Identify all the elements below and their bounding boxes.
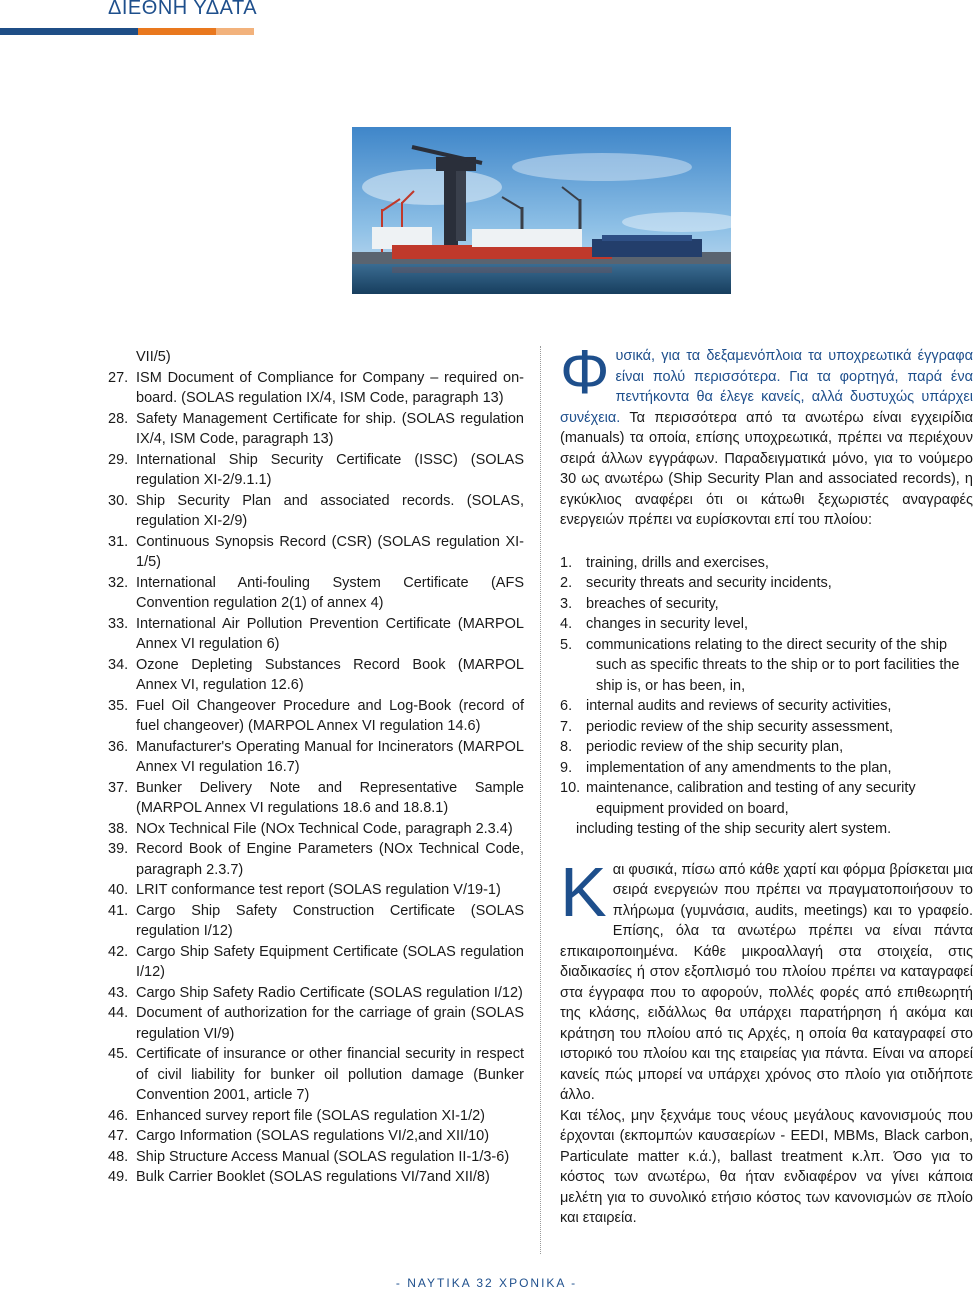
- list-item: [560, 553, 973, 574]
- item-number: 40.: [108, 882, 129, 898]
- list-item: [108, 1044, 524, 1106]
- item-number: 34.: [108, 656, 129, 673]
- list-item: [108, 1003, 524, 1044]
- item-text: Continuous Synopsis Record (CSR) (SOLAS regulation XI-1/5): [136, 533, 524, 570]
- item-number: 31.: [108, 533, 129, 550]
- item-text: Cargo Information (SOLAS regulations VI/2,and XII/10): [136, 1128, 490, 1144]
- list-tail: including testing of the ship security alert system.: [576, 821, 892, 837]
- item-number: 47.: [108, 1128, 129, 1144]
- header-bar-navy: [0, 28, 138, 35]
- item-text: ISM Document of Compliance for Company – required on-board. (SOLAS regulation IX/4, ISM Code, paragraph 13): [136, 369, 524, 406]
- list-item: [108, 696, 524, 737]
- list-item: [108, 1126, 524, 1147]
- list-item: [108, 655, 524, 696]
- intro-text: Τα περισσότερα από τα ανωτέρω είναι εγχειρίδια (manuals) τα οποία, επίσης υποχρεωτικά, πρέπει να περιέχουν σειρά άλλων εγγράφων. Παραδειγματικά μόνο, για το νούμερο 30 ως ανωτέρω (Ship Security Plan and associated records), η εγκύκλιος αναφέρει ότι οι κάτωθι ξεχωριστές αναγραφές ενεργειών πρέπει να ευρίσκονται επί του πλοίου:: [560, 409, 973, 528]
- drop-cap-2: Κ: [560, 852, 607, 931]
- list-item: [108, 573, 524, 614]
- item-number: 9.: [560, 759, 573, 776]
- item-text: internal audits and reviews of security activities,: [586, 698, 892, 714]
- item-text: Cargo Ship Safety Radio Certificate (SOLAS regulation I/12): [136, 984, 523, 1001]
- list-item: [108, 839, 524, 880]
- item-text: International Ship Security Certificate (ISSC) (SOLAS regulation XI-2/9.1.1): [136, 451, 524, 488]
- item-text: Enhanced survey report file (SOLAS regulation XI-1/2): [136, 1107, 485, 1124]
- list-item: [108, 1167, 524, 1188]
- list-item: [108, 450, 524, 491]
- list-item: [108, 491, 524, 532]
- item-text: NOx Technical File (NOx Technical Code, paragraph 2.3.4): [136, 820, 513, 837]
- item-text: Safety Management Certificate for ship. (SOLAS regulation IX/4, ISM Code, paragraph 13): [136, 410, 524, 447]
- item-text: Cargo Ship Safety Construction Certificate (SOLAS regulation I/12): [136, 902, 524, 939]
- list-item: [108, 778, 524, 819]
- item-text: Ship Security Plan and associated records. (SOLAS, regulation XI-2/9): [136, 492, 524, 529]
- item-number: 4.: [560, 616, 573, 632]
- list-continuation: VII/5): [136, 349, 171, 365]
- shipyard-photo: [352, 127, 731, 294]
- item-text: Ship Structure Access Manual (SOLAS regulation II-1/3-6): [136, 1148, 510, 1165]
- item-number: 44.: [108, 1005, 129, 1021]
- header-bar-peach: [216, 28, 254, 35]
- item-number: 3.: [560, 595, 573, 612]
- item-number: 39.: [108, 841, 129, 857]
- list-item: [108, 983, 524, 1004]
- item-text: communications relating to the direct security of the ship such as specific threats to the ship or to port facilities the ship is, or has been, in,: [586, 636, 960, 694]
- item-number: 45.: [108, 1046, 129, 1062]
- drop-cap: Φ: [560, 338, 610, 407]
- item-text: Bulk Carrier Booklet (SOLAS regulations VI/7and XII/8): [136, 1169, 490, 1185]
- list-item: [560, 717, 973, 738]
- item-text: implementation of any amendments to the plan,: [586, 759, 892, 776]
- list-item: [560, 696, 973, 717]
- list-item: [108, 942, 524, 983]
- item-number: 38.: [108, 820, 129, 837]
- item-text: Cargo Ship Safety Equipment Certificate (SOLAS regulation I/12): [136, 943, 524, 980]
- list-item: [108, 409, 524, 450]
- item-text: maintenance, calibration and testing of any security equipment provided on board,: [586, 780, 916, 817]
- list-item: [108, 614, 524, 655]
- item-number: 6.: [560, 698, 573, 714]
- item-number: 37.: [108, 779, 129, 796]
- item-text: Bunker Delivery Note and Representative Sample (MARPOL Annex VI regulations 18.6 and 18.8.1): [136, 779, 524, 816]
- item-text: security threats and security incidents,: [586, 575, 832, 591]
- item-number: 41.: [108, 902, 129, 919]
- list-item: [560, 737, 973, 758]
- item-number: 48.: [108, 1148, 129, 1165]
- header-bar-orange: [138, 28, 216, 35]
- list-item: [560, 778, 973, 819]
- column-divider: [540, 346, 541, 1254]
- list-item: [560, 573, 973, 594]
- item-text: Record Book of Engine Parameters (NOx Technical Code, paragraph 2.3.7): [136, 841, 524, 878]
- item-number: 49.: [108, 1169, 129, 1185]
- item-text: changes in security level,: [586, 616, 748, 632]
- list-item: [108, 880, 524, 901]
- item-number: 5.: [560, 636, 573, 653]
- item-number: 35.: [108, 697, 129, 714]
- closing-paragraph: Και τέλος, μην ξεχνάμε τους νέους μεγάλους κανονισμούς που έρχονται (εκπομπών καυσαερίων - EEDI, MBMs, Black carbon, Particulate matter κ.ά.), ballast treatment κ.λπ. Όσο για το κόστος των ανωτέρω, θα ήταν ενδιαφέρον να γίνει κάποια μελέτη για το συνολικό ετήσιο κόστος των κανονισμών σε πλοίο και εταιρεία.: [560, 1107, 973, 1226]
- list-item: [560, 635, 973, 697]
- item-number: 27.: [108, 369, 129, 386]
- item-text: International Air Pollution Prevention Certificate (MARPOL Annex VI regulation 6): [136, 615, 524, 652]
- item-text: Document of authorization for the carriage of grain (SOLAS regulation VI/9): [136, 1005, 524, 1042]
- list-item: [560, 614, 973, 635]
- list-item: [108, 737, 524, 778]
- list-item: [108, 901, 524, 942]
- intro-paragraph: [560, 338, 973, 531]
- item-number: 1.: [560, 554, 573, 571]
- list-item: [108, 368, 524, 409]
- item-number: 36.: [108, 738, 129, 755]
- item-text: periodic review of the ship security plan,: [586, 739, 844, 755]
- item-text: Fuel Oil Changeover Procedure and Log-Book (record of fuel changeover) (MARPOL Annex VI regulation 14.6): [136, 697, 524, 734]
- item-text: LRIT conformance test report (SOLAS regulation V/19-1): [136, 882, 501, 898]
- item-text: International Anti-fouling System Certificate (AFS Convention regulation 2(1) of annex 4): [136, 574, 524, 611]
- list-item: [108, 532, 524, 573]
- security-records-list: [560, 553, 973, 820]
- item-text: breaches of security,: [586, 595, 719, 612]
- item-number: 46.: [108, 1107, 129, 1124]
- section-title: ΔΙΕΘΝΗ ΥΔΑΤΑ: [108, 0, 258, 19]
- item-number: 7.: [560, 718, 573, 735]
- list-item: [108, 1106, 524, 1127]
- right-column: [560, 338, 973, 1229]
- item-number: 33.: [108, 615, 129, 632]
- list-item: [108, 1147, 524, 1168]
- item-text: Certificate of insurance or other financial security in respect of civil liability for bunker oil pollution damage (Bunker Convention 2001, article 7): [136, 1046, 524, 1103]
- list-item: [560, 594, 973, 615]
- item-number: 10.: [560, 780, 581, 796]
- item-text: periodic review of the ship security assessment,: [586, 718, 894, 735]
- item-number: 29.: [108, 451, 129, 468]
- item-text: training, drills and exercises,: [586, 554, 769, 571]
- list-item: [108, 819, 524, 840]
- item-text: Manufacturer's Operating Manual for Incinerators (MARPOL Annex VI regulation 16.7): [136, 738, 524, 775]
- paragraph-kai: [560, 852, 973, 1106]
- item-number: 2.: [560, 575, 573, 591]
- certificate-list: [108, 347, 524, 1188]
- item-number: 43.: [108, 984, 129, 1001]
- item-number: 32.: [108, 574, 129, 591]
- item-text: Ozone Depleting Substances Record Book (MARPOL Annex VI, regulation 12.6): [136, 656, 524, 693]
- list-item: [560, 758, 973, 779]
- kai-text: αι φυσικά, πίσω από κάθε χαρτί και φόρμα βρίσκεται μια σειρά ενεργειών που πρέπει να πραγματοποιήσουν το πλήρωμα (γυμνάσια, audits, meetings) και το γραφείο. Επίσης, όλα τα ανωτέρω πρέπει να είναι πάντα επικαιροποιημένα. Κάθε μικροαλλαγή στα στοιχεία, στις διαδικασίες ή στον εξοπλισμό του πλοίου πρέπει να καταγραφεί στα έγγραφα που το αφορούν, πολλές φορές από επιθεωρητή της κλάσης, ειδάλλως θα υπάρχει παρατήρηση ή ακόμα και κράτηση του πλοίου από τις Αρχές, η οποία θα καταγραφεί στο ιστορικό του πλοίου και της εταιρείας για πάντα. Είναι να απορεί κανείς πώς μπορεί να υπάρχει χρόνος στο πλοίο για οτιδήποτε άλλο.: [560, 861, 973, 1103]
- item-number: 30.: [108, 492, 129, 509]
- item-number: 28.: [108, 410, 129, 427]
- intro-text-blue: υσικά, για τα δεξαμενόπλοια τα υποχρεωτικά έγγραφα είναι πολύ περισσότερα. Για τα φορτηγά, παρά ένα πεντήκοντα θα έλεγε κανείς, αλλά δυστυχώς υπάρχει συνέχεια.: [560, 348, 973, 426]
- item-number: 42.: [108, 943, 129, 960]
- item-number: 8.: [560, 739, 573, 755]
- page-footer: - ΝΑΥΤΙΚΑ 32 ΧΡΟΝΙΚΑ -: [395, 1276, 578, 1290]
